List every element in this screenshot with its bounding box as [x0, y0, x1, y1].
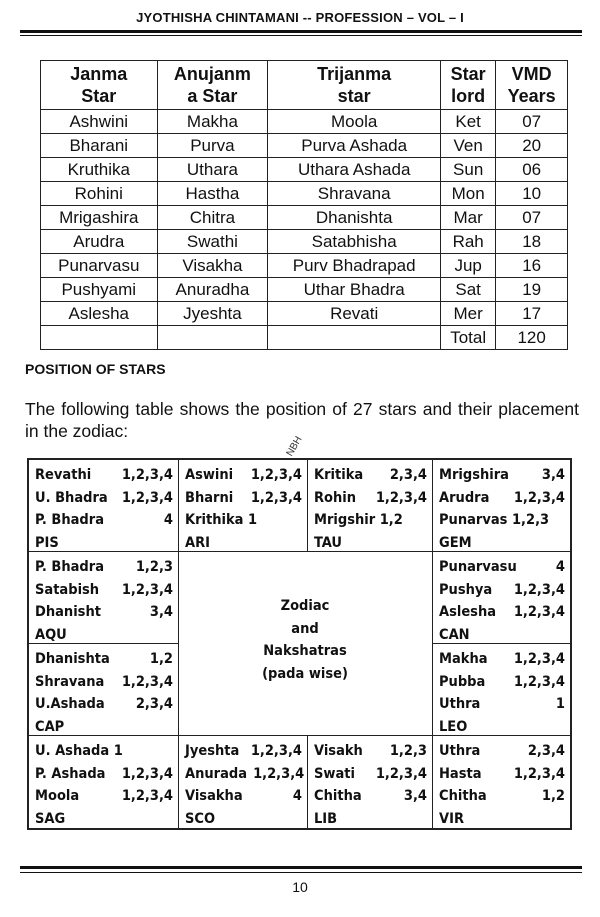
table-cell: Purv Bhadrapad	[268, 254, 441, 278]
nakshatra-line	[439, 579, 565, 602]
nakshatra-name: Jyeshta	[185, 743, 240, 759]
nakshatra-line	[314, 785, 427, 808]
nakshatra-name: Punarvasu	[439, 559, 517, 575]
table-cell: 06	[496, 158, 568, 182]
nakshatra-line	[439, 763, 565, 786]
nakshatra-padas: 4	[292, 788, 302, 804]
center-line: Nakshatras	[263, 643, 347, 659]
nakshatra-name: Dhanisht	[35, 604, 101, 620]
nakshatra-line	[439, 509, 565, 532]
zodiac-chart	[27, 458, 572, 830]
nakshatra-padas: 1,2,3,4	[250, 743, 302, 759]
table-row	[41, 326, 568, 350]
table-header-row	[41, 61, 568, 110]
nakshatra-name: P. Bhadra	[35, 559, 104, 575]
header-rule-thin	[20, 35, 582, 36]
table-cell: Anuradha	[157, 278, 268, 302]
table-cell: Dhanishta	[268, 206, 441, 230]
nakshatra-line	[35, 464, 173, 487]
table-cell: Rohini	[41, 182, 158, 206]
nakshatra-name: SAG	[35, 810, 66, 827]
cell-vir	[432, 735, 571, 829]
nakshatra-padas: 1,2,3,4	[250, 489, 302, 506]
nakshatra-line	[439, 693, 565, 716]
nakshatra-name: Chitha	[314, 788, 362, 804]
table-cell: Mar	[441, 206, 496, 230]
column-header	[496, 61, 568, 110]
nakshatra-name: Aslesha	[439, 604, 497, 620]
table-cell: Purva	[157, 134, 268, 158]
nakshatra-line	[439, 671, 565, 694]
table-cell: Mon	[441, 182, 496, 206]
nakshatra-name: Swati	[314, 765, 355, 782]
table-row	[41, 134, 568, 158]
table-cell: Ven	[441, 134, 496, 158]
table-cell: Uthar Bhadra	[268, 278, 441, 302]
nakshatra-padas: 1,2,3,4	[513, 673, 565, 690]
nakshatra-line	[439, 648, 565, 671]
section-title: POSITION OF STARS	[25, 361, 166, 377]
table-cell: Arudra	[41, 230, 158, 254]
nakshatra-padas: 4	[555, 559, 565, 575]
table-row	[41, 254, 568, 278]
nakshatra-name: LIB	[314, 810, 338, 827]
nakshatra-name: U. Bhadra	[35, 489, 108, 506]
cell-leo	[432, 643, 571, 736]
page-number: 10	[292, 879, 308, 895]
nakshatra-name: Satabish	[35, 581, 100, 598]
table-row	[41, 110, 568, 134]
table-body	[41, 110, 568, 350]
table-cell: Chitra	[157, 206, 268, 230]
center-line: and	[291, 620, 319, 637]
nakshatra-name: CAN	[439, 626, 470, 643]
cell-cap	[28, 643, 179, 736]
nakshatra-line	[35, 763, 173, 786]
nakshatra-name: Uthra	[439, 743, 481, 759]
cell-sco	[178, 735, 308, 829]
nakshatra-padas: 1,2,3,4	[121, 788, 173, 804]
nakshatra-name: Makha	[439, 651, 488, 667]
nakshatra-padas: 3,4	[541, 467, 565, 483]
table-cell: Visakha	[157, 254, 268, 278]
nakshatra-padas: 1,2	[149, 651, 173, 667]
nakshatra-line	[439, 740, 565, 763]
nakshatra-padas: 1,2,3,4	[513, 765, 565, 782]
table-cell: Hastha	[157, 182, 268, 206]
header-line: Years	[507, 86, 556, 106]
header-line: lord	[451, 86, 486, 106]
nakshatra-padas: 1,2,3,4	[253, 765, 305, 782]
nakshatra-line	[439, 487, 565, 510]
nakshatra-line	[185, 785, 302, 808]
table-row	[41, 182, 568, 206]
zodiac-center-label	[178, 551, 432, 735]
table-cell	[268, 326, 441, 350]
header-line: VMD	[511, 64, 552, 84]
nakshatra-line	[314, 464, 427, 487]
header-line: Janma	[70, 64, 128, 84]
table-cell: 18	[496, 230, 568, 254]
nakshatra-line	[35, 579, 173, 602]
cell-sag	[28, 735, 179, 829]
column-header	[157, 61, 268, 110]
table-cell: Punarvasu	[41, 254, 158, 278]
cell-gem	[432, 459, 571, 552]
nakshatra-line	[185, 740, 302, 763]
nakshatra-line	[35, 509, 173, 532]
nakshatra-padas: 1,2,3,4	[513, 489, 565, 506]
column-header	[268, 61, 441, 110]
table-cell: Satabhisha	[268, 230, 441, 254]
nakshatra-line	[35, 648, 173, 671]
header-line: Star	[450, 64, 486, 84]
nakshatra-line	[35, 785, 173, 808]
nakshatra-name: Bharni	[185, 489, 234, 506]
watermark: NBH	[284, 434, 305, 459]
table-cell: 07	[496, 110, 568, 134]
table-row	[41, 278, 568, 302]
nakshatra-padas: 1,2,3,4	[250, 467, 302, 483]
table-cell: 10	[496, 182, 568, 206]
nakshatra-padas: 1,2,3,4	[121, 467, 173, 483]
table-cell	[41, 326, 158, 350]
header-rule-thick	[20, 30, 582, 33]
nakshatra-name: Visakh	[314, 743, 363, 759]
nakshatra-name: Mrigshir 1,2	[314, 512, 403, 528]
cell-can	[432, 551, 571, 644]
nakshatra-name: Uthra	[439, 696, 481, 712]
nakshatra-name: Pubba	[439, 673, 486, 690]
nakshatra-line	[185, 464, 302, 487]
cell-lib	[307, 735, 433, 829]
table-cell: Sat	[441, 278, 496, 302]
cell-tau	[307, 459, 433, 552]
nakshatra-line	[439, 808, 565, 831]
nakshatra-line	[185, 509, 302, 532]
nakshatra-line	[314, 740, 427, 763]
nakshatra-padas: 2,3,4	[389, 467, 427, 483]
header-line: a Star	[187, 86, 238, 106]
column-header	[41, 61, 158, 110]
table-cell: Mer	[441, 302, 496, 326]
nakshatra-name: GEM	[439, 534, 472, 551]
nakshatra-line	[439, 556, 565, 579]
table-cell: Aslesha	[41, 302, 158, 326]
nakshatra-name: LEO	[439, 718, 468, 735]
nakshatra-name: Shravana	[35, 673, 105, 690]
table-row	[41, 206, 568, 230]
table-cell: Makha	[157, 110, 268, 134]
nakshatra-name: Dhanishta	[35, 651, 110, 667]
nakshatra-name: Anurada	[185, 765, 248, 782]
nakshatra-padas: 3,4	[403, 788, 427, 804]
nakshatra-name: Mrigshira	[439, 467, 509, 483]
cell-aqu	[28, 551, 179, 644]
nakshatra-padas: 3,4	[149, 604, 173, 620]
nakshatra-padas: 4	[163, 512, 173, 528]
nakshatra-name: Krithika 1	[185, 512, 258, 528]
header-line: Star	[81, 86, 117, 106]
nakshatra-name: Revathi	[35, 467, 92, 483]
nakshatra-name: Arudra	[439, 489, 490, 506]
table-cell: Mrigashira	[41, 206, 158, 230]
nakshatra-name: P. Bhadra	[35, 512, 104, 528]
nakshatra-name: Visakha	[185, 788, 243, 804]
table-cell: 17	[496, 302, 568, 326]
table-row	[41, 158, 568, 182]
table-cell: Total	[441, 326, 496, 350]
nakshatra-name: Chitha	[439, 788, 487, 804]
nakshatra-name: Hasta	[439, 765, 482, 782]
nakshatra-padas: 1,2,3,4	[513, 651, 565, 667]
nakshatra-padas: 1,2	[541, 788, 565, 804]
nakshatra-name: Kritika	[314, 467, 364, 483]
nakshatra-line	[35, 671, 173, 694]
nakshatra-line	[439, 464, 565, 487]
nakshatra-line	[439, 785, 565, 808]
table-cell: 120	[496, 326, 568, 350]
nakshatra-name: Punarvas 1,2,3	[439, 512, 550, 528]
table-row	[41, 230, 568, 254]
nakshatra-padas: 1,2,3	[135, 559, 173, 575]
nakshatra-name: SCO	[185, 810, 216, 827]
nakshatra-name: U. Ashada 1	[35, 743, 123, 759]
nakshatra-padas: 1,2,3	[389, 743, 427, 759]
center-line: Zodiac	[280, 598, 330, 614]
table-cell: Purva Ashada	[268, 134, 441, 158]
nakshatra-line	[314, 487, 427, 510]
nakshatra-line	[185, 763, 305, 786]
nakshatra-padas: 2,3,4	[135, 696, 173, 712]
table-cell: Pushyami	[41, 278, 158, 302]
nakshatra-name: ARI	[185, 534, 210, 551]
table-row	[41, 302, 568, 326]
table-cell	[157, 326, 268, 350]
table-cell: 20	[496, 134, 568, 158]
table-cell: 16	[496, 254, 568, 278]
table-cell: Sun	[441, 158, 496, 182]
table-cell: Rah	[441, 230, 496, 254]
nakshatra-line	[35, 693, 173, 716]
intro-paragraph: The following table shows the position of 27 stars and their placement in the zodiac:	[25, 399, 579, 441]
nakshatra-name: P. Ashada	[35, 765, 106, 782]
nakshatra-name: U.Ashada	[35, 696, 105, 712]
table-cell: 07	[496, 206, 568, 230]
nakshatra-line	[314, 509, 427, 532]
nakshatra-padas: 1,2,3,4	[121, 489, 173, 506]
nakshatra-line	[35, 601, 173, 624]
nakshatra-padas: 1,2,3,4	[375, 489, 427, 506]
nakshatra-padas: 1,2,3,4	[375, 765, 427, 782]
nakshatra-name: PIS	[35, 534, 59, 551]
nakshatra-line	[314, 763, 427, 786]
header-line: Anujanm	[173, 64, 251, 84]
nakshatra-line	[35, 740, 173, 763]
table-cell: Jyeshta	[157, 302, 268, 326]
nakshatra-name: AQU	[35, 626, 67, 643]
center-line: (pada wise)	[262, 665, 348, 682]
footer-rule-thin	[20, 872, 582, 873]
nakshatra-name: Aswini	[185, 467, 234, 483]
nakshatra-padas: 1,2,3,4	[121, 673, 173, 690]
nakshatra-line	[35, 808, 173, 831]
nakshatra-name: VIR	[439, 810, 464, 827]
running-header: JYOTHISHA CHINTAMANI -- PROFESSION – VOL – I	[136, 10, 464, 25]
nakshatra-line	[35, 487, 173, 510]
star-lord-table	[40, 60, 568, 350]
nakshatra-line	[439, 601, 565, 624]
table-cell: Revati	[268, 302, 441, 326]
footer-rule-thick	[20, 866, 582, 869]
nakshatra-padas: 1,2,3,4	[513, 604, 565, 620]
cell-ari	[178, 459, 308, 552]
header-line: Trijanma	[317, 64, 392, 84]
table-cell: Kruthika	[41, 158, 158, 182]
nakshatra-line	[35, 556, 173, 579]
nakshatra-name: Rohin	[314, 489, 357, 506]
table-cell: Bharani	[41, 134, 158, 158]
nakshatra-padas: 1,2,3,4	[121, 581, 173, 598]
nakshatra-name: Pushya	[439, 581, 493, 598]
table-cell: Swathi	[157, 230, 268, 254]
nakshatra-line	[185, 808, 302, 831]
table-cell: Shravana	[268, 182, 441, 206]
nakshatra-name: TAU	[314, 534, 343, 551]
nakshatra-padas: 2,3,4	[527, 743, 565, 759]
nakshatra-line	[185, 487, 302, 510]
table-cell: Uthara	[157, 158, 268, 182]
nakshatra-padas: 1,2,3,4	[513, 581, 565, 598]
table-cell: Moola	[268, 110, 441, 134]
table-cell: Ashwini	[41, 110, 158, 134]
table-cell: Ket	[441, 110, 496, 134]
header-line: star	[337, 86, 371, 106]
nakshatra-name: Moola	[35, 788, 80, 804]
nakshatra-line	[314, 808, 427, 831]
column-header	[441, 61, 496, 110]
table-cell: Uthara Ashada	[268, 158, 441, 182]
nakshatra-name: CAP	[35, 718, 65, 735]
table-cell: 19	[496, 278, 568, 302]
nakshatra-padas: 1,2,3,4	[121, 765, 173, 782]
table-cell: Jup	[441, 254, 496, 278]
nakshatra-padas: 1	[555, 696, 565, 712]
cell-pis	[28, 459, 179, 552]
